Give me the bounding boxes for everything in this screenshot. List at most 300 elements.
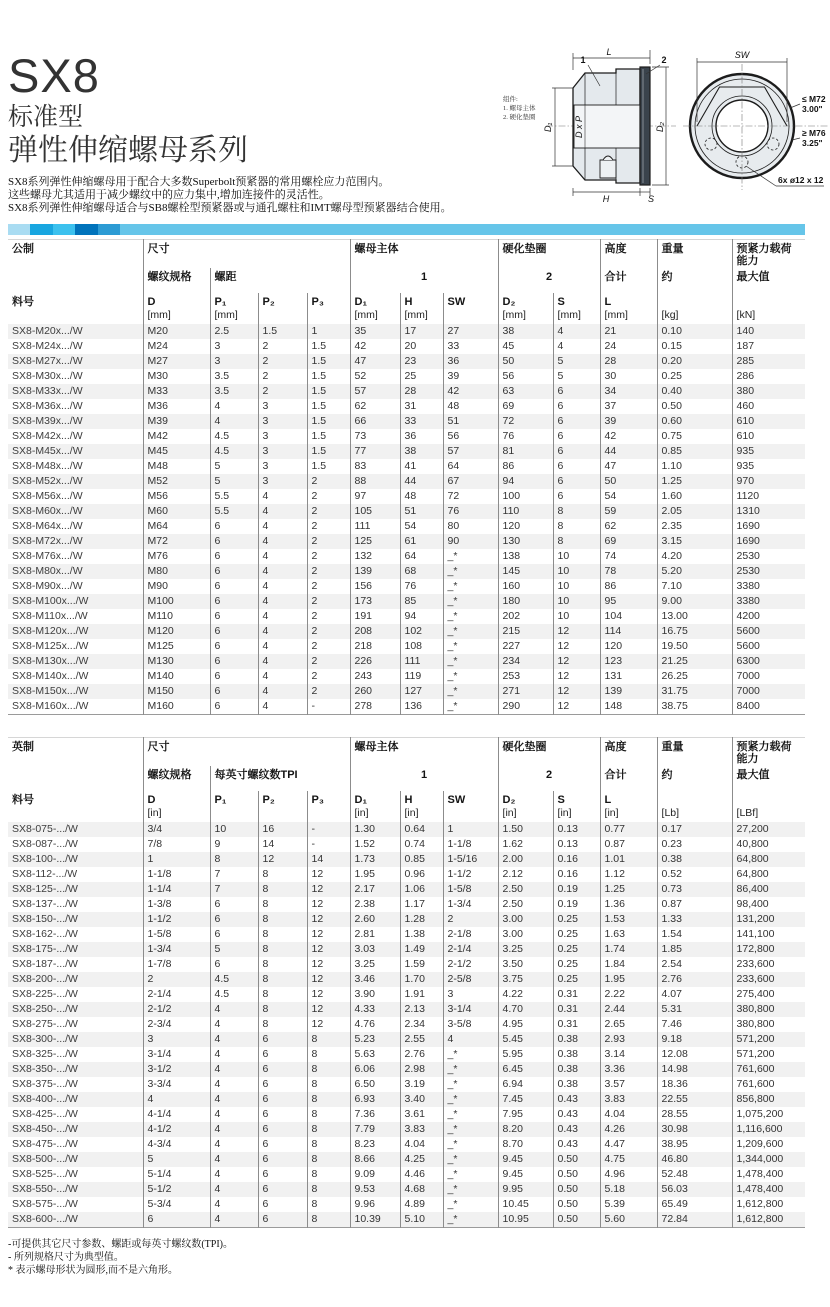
value-cell: 9.00 [657, 594, 732, 609]
part-number-header: 料号 [12, 296, 34, 308]
value-cell: 131,200 [732, 912, 805, 927]
column-header: S [in] [553, 791, 600, 822]
value-cell: 7.46 [657, 1017, 732, 1032]
value-cell: 6 [258, 1032, 307, 1047]
value-cell: 4 [258, 684, 307, 699]
table-row [8, 942, 805, 957]
value-cell: 8400 [732, 699, 805, 715]
value-cell: 10 [210, 822, 258, 837]
value-cell: _* [443, 669, 498, 684]
value-cell: 191 [350, 609, 400, 624]
value-cell: 6.94 [498, 1077, 553, 1092]
table-row [8, 1032, 805, 1047]
group-height: 高度 [600, 240, 657, 269]
value-cell: 6 [553, 399, 600, 414]
column-header: S [mm] [553, 293, 600, 324]
value-cell: 3 [443, 987, 498, 1002]
imperial-table-body [8, 822, 805, 1228]
value-cell: 3-1/2 [143, 1062, 210, 1077]
value-cell: 4.26 [600, 1122, 657, 1137]
part-number-cell: SX8-M110x.../W [12, 610, 88, 622]
value-cell: 4 [210, 1152, 258, 1167]
technical-drawing [538, 20, 830, 218]
column-header: [Lb] [657, 791, 732, 822]
value-cell: 7 [210, 882, 258, 897]
part-number-cell: SX8-M90x.../W [12, 580, 83, 592]
value-cell: 3.25 [498, 942, 553, 957]
part-number-cell: SX8-600-.../W [12, 1213, 78, 1225]
part-number-cell: SX8-187-.../W [12, 958, 78, 970]
value-cell: 1310 [732, 504, 805, 519]
value-cell: M27 [143, 354, 210, 369]
value-cell: 30.98 [657, 1122, 732, 1137]
value-cell: 64 [443, 459, 498, 474]
value-cell: 2-1/2 [443, 957, 498, 972]
column-header-row [8, 791, 805, 822]
value-cell: 12 [553, 654, 600, 669]
value-cell: 0.50 [657, 399, 732, 414]
value-cell: 3 [210, 339, 258, 354]
value-cell: 2.5 [210, 324, 258, 339]
part-number-cell: SX8-087-.../W [12, 838, 78, 850]
value-cell: 0.75 [657, 429, 732, 444]
value-cell: 8 [307, 1062, 350, 1077]
column-header-row [8, 293, 805, 324]
value-cell: M100 [143, 594, 210, 609]
value-cell: 2.38 [350, 897, 400, 912]
value-cell: 10 [553, 564, 600, 579]
table-row [8, 654, 805, 669]
value-cell: 2-1/4 [143, 987, 210, 1002]
value-cell: 610 [732, 429, 805, 444]
table-row [8, 1167, 805, 1182]
value-cell: 6 [210, 957, 258, 972]
value-cell: 1-5/8 [143, 927, 210, 942]
value-cell: 6 [210, 639, 258, 654]
dim-label-sw: SW [734, 50, 750, 60]
value-cell: 380,800 [732, 1002, 805, 1017]
value-cell: 31 [400, 399, 443, 414]
value-cell: 4 [210, 1062, 258, 1077]
value-cell: 72.84 [657, 1212, 732, 1228]
column-header: L [mm] [600, 293, 657, 324]
value-cell: 8 [553, 504, 600, 519]
value-cell: 3.03 [350, 942, 400, 957]
value-cell: 3380 [732, 594, 805, 609]
value-cell: 5 [143, 1152, 210, 1167]
part-number-cell: SX8-M27x.../W [12, 355, 83, 367]
value-cell: 12 [307, 972, 350, 987]
value-cell: 10 [553, 549, 600, 564]
value-cell: 0.10 [657, 324, 732, 339]
part-number-cell: SX8-200-.../W [12, 973, 78, 985]
value-cell: 1-5/8 [443, 882, 498, 897]
group-dimensions: 尺寸 [143, 738, 350, 767]
value-cell: 8 [307, 1122, 350, 1137]
table-row [8, 504, 805, 519]
table-row [8, 564, 805, 579]
part-ref-1: 1 [580, 55, 586, 65]
table-row [8, 459, 805, 474]
value-cell: _* [443, 579, 498, 594]
value-cell: 1.49 [400, 942, 443, 957]
value-cell: 1.85 [657, 942, 732, 957]
value-cell: 100 [498, 489, 553, 504]
value-cell: 4.22 [498, 987, 553, 1002]
value-cell: 6 [210, 594, 258, 609]
value-cell: 64,800 [732, 852, 805, 867]
value-cell: 4.5 [210, 444, 258, 459]
value-cell: 1-3/4 [143, 942, 210, 957]
value-cell: 30 [600, 369, 657, 384]
table-row [8, 489, 805, 504]
value-cell: 24 [600, 339, 657, 354]
value-cell: 1.5 [307, 399, 350, 414]
value-cell: _* [443, 549, 498, 564]
value-cell: 3.75 [498, 972, 553, 987]
value-cell: 5.60 [600, 1212, 657, 1228]
table-row [8, 669, 805, 684]
table-row [8, 354, 805, 369]
value-cell: 4 [210, 1167, 258, 1182]
value-cell: 856,800 [732, 1092, 805, 1107]
value-cell: 64 [400, 549, 443, 564]
value-cell: 2530 [732, 564, 805, 579]
value-cell: 3 [258, 399, 307, 414]
value-cell: 1.25 [657, 474, 732, 489]
value-cell: 9.09 [350, 1167, 400, 1182]
value-cell: 77 [350, 444, 400, 459]
part-number-cell: SX8-112-.../W [12, 868, 78, 880]
column-header: H [in] [400, 791, 443, 822]
value-cell: 4.70 [498, 1002, 553, 1017]
value-cell: 0.38 [553, 1077, 600, 1092]
part-number-cell: SX8-M30x.../W [12, 370, 83, 382]
value-cell: _* [443, 654, 498, 669]
table-row [8, 1092, 805, 1107]
sub-approx: 约 [657, 268, 732, 293]
table-row [8, 1002, 805, 1017]
value-cell: 12 [258, 852, 307, 867]
value-cell: 66 [350, 414, 400, 429]
value-cell: 16.75 [657, 624, 732, 639]
part-ref-2: 2 [661, 55, 667, 65]
value-cell: _* [443, 564, 498, 579]
value-cell: 6.06 [350, 1062, 400, 1077]
value-cell: 38 [498, 324, 553, 339]
value-cell: 4.33 [350, 1002, 400, 1017]
value-cell: 571,200 [732, 1047, 805, 1062]
value-cell: 5.45 [498, 1032, 553, 1047]
value-cell: 6 [258, 1152, 307, 1167]
value-cell: 1.52 [350, 837, 400, 852]
value-cell: 1 [143, 852, 210, 867]
value-cell: 0.64 [400, 822, 443, 837]
value-cell: 26.25 [657, 669, 732, 684]
column-header: P₃ [307, 293, 350, 324]
value-cell: 3.90 [350, 987, 400, 1002]
value-cell: 8 [258, 957, 307, 972]
value-cell: 8.66 [350, 1152, 400, 1167]
value-cell: 57 [443, 444, 498, 459]
value-cell: 6 [210, 624, 258, 639]
sub-approx: 约 [657, 766, 732, 791]
part-number-cell: SX8-475-.../W [12, 1138, 78, 1150]
value-cell: 271 [498, 684, 553, 699]
value-cell: 36 [443, 354, 498, 369]
value-cell: 2.81 [350, 927, 400, 942]
value-cell: 52 [350, 369, 400, 384]
value-cell: 56 [443, 429, 498, 444]
value-cell: 47 [600, 459, 657, 474]
value-cell: 202 [498, 609, 553, 624]
value-cell: 27 [443, 324, 498, 339]
value-cell: 68 [400, 564, 443, 579]
value-cell: 5600 [732, 639, 805, 654]
value-cell: 9.96 [350, 1197, 400, 1212]
value-cell: 37 [600, 399, 657, 414]
value-cell: 34 [600, 384, 657, 399]
value-cell: 6 [553, 444, 600, 459]
part-number-cell: SX8-250-.../W [12, 1003, 78, 1015]
value-cell: 4 [553, 339, 600, 354]
value-cell: - [307, 822, 350, 837]
value-cell: 935 [732, 459, 805, 474]
value-cell: 5 [553, 369, 600, 384]
value-cell: 0.16 [553, 852, 600, 867]
table-row [8, 897, 805, 912]
value-cell: 4 [258, 564, 307, 579]
part-number-cell: SX8-575-.../W [12, 1198, 78, 1210]
value-cell: 105 [350, 504, 400, 519]
column-header: SW [443, 791, 498, 822]
value-cell: 1.5 [307, 354, 350, 369]
value-cell: 0.85 [400, 852, 443, 867]
value-cell: 4-3/4 [143, 1137, 210, 1152]
value-cell: 0.15 [657, 339, 732, 354]
value-cell: 4.5 [210, 972, 258, 987]
value-cell: 4 [258, 549, 307, 564]
group-weight: 重量 [657, 240, 732, 269]
value-cell: 8 [258, 867, 307, 882]
sub-nut-ref: 1 [350, 766, 498, 791]
value-cell: 127 [400, 684, 443, 699]
value-cell: 1.36 [600, 897, 657, 912]
value-cell: 5.10 [400, 1212, 443, 1228]
value-cell: 2 [307, 579, 350, 594]
value-cell: 208 [350, 624, 400, 639]
value-cell: 61 [400, 534, 443, 549]
value-cell: 131 [600, 669, 657, 684]
value-cell: 6 [258, 1122, 307, 1137]
value-cell: 278 [350, 699, 400, 715]
value-cell: 6 [143, 1212, 210, 1228]
value-cell: 42 [350, 339, 400, 354]
value-cell: 1.5 [307, 429, 350, 444]
value-cell: 12 [307, 867, 350, 882]
value-cell: 3/4 [143, 822, 210, 837]
accent-bar [8, 224, 805, 235]
value-cell: 114 [600, 624, 657, 639]
value-cell: 6.50 [350, 1077, 400, 1092]
legend-title: 组件: [503, 96, 518, 103]
value-cell: 0.87 [657, 897, 732, 912]
value-cell: 12 [307, 912, 350, 927]
value-cell: 4200 [732, 609, 805, 624]
value-cell: 25 [400, 369, 443, 384]
table-row [8, 519, 805, 534]
value-cell: 3.19 [400, 1077, 443, 1092]
value-cell: _* [443, 684, 498, 699]
value-cell: 4.47 [600, 1137, 657, 1152]
value-cell: 95 [600, 594, 657, 609]
metric-spec-table [8, 239, 805, 715]
value-cell: 9.53 [350, 1182, 400, 1197]
value-cell: - [307, 837, 350, 852]
value-cell: 4 [210, 1107, 258, 1122]
metric-table-header [8, 240, 805, 325]
value-cell: 10.45 [498, 1197, 553, 1212]
column-header: H [mm] [400, 293, 443, 324]
table-row [8, 609, 805, 624]
value-cell: 4 [258, 624, 307, 639]
value-cell: _* [443, 624, 498, 639]
value-cell: 2.00 [498, 852, 553, 867]
table-row [8, 579, 805, 594]
value-cell: 36 [400, 429, 443, 444]
value-cell: 2.13 [400, 1002, 443, 1017]
value-cell: 6 [210, 564, 258, 579]
value-cell: 86,400 [732, 882, 805, 897]
part-number-cell: SX8-M150x.../W [12, 685, 89, 697]
value-cell: 12 [307, 987, 350, 1002]
value-cell: 4 [210, 1002, 258, 1017]
value-cell: 83 [350, 459, 400, 474]
value-cell: 1.62 [498, 837, 553, 852]
value-cell: 4.95 [498, 1017, 553, 1032]
value-cell: 10.95 [498, 1212, 553, 1228]
value-cell: 6 [210, 654, 258, 669]
value-cell: 56.03 [657, 1182, 732, 1197]
column-header: D₁ [mm] [350, 293, 400, 324]
value-cell: 8 [258, 927, 307, 942]
group-hardened-washer: 硬化垫圈 [498, 738, 600, 767]
value-cell: 2 [307, 519, 350, 534]
value-cell: 12 [307, 1017, 350, 1032]
value-cell: 2 [307, 609, 350, 624]
value-cell: 0.50 [553, 1167, 600, 1182]
value-cell: M60 [143, 504, 210, 519]
part-number-cell: SX8-225-.../W [12, 988, 78, 1000]
part-number-cell: SX8-M48x.../W [12, 460, 83, 472]
value-cell: 76 [443, 504, 498, 519]
value-cell: 6 [210, 897, 258, 912]
value-cell: 4 [258, 504, 307, 519]
sub-thread-spec: 螺纹规格 [143, 766, 210, 791]
value-cell: 0.96 [400, 867, 443, 882]
value-cell: 94 [400, 609, 443, 624]
value-cell: M45 [143, 444, 210, 459]
table-row [8, 444, 805, 459]
part-number-cell: SX8-325-.../W [12, 1048, 78, 1060]
value-cell: M72 [143, 534, 210, 549]
value-cell: 3.83 [600, 1092, 657, 1107]
sub-nut-ref: 1 [350, 268, 498, 293]
group-hardened-washer: 硬化垫圈 [498, 240, 600, 269]
value-cell: 1.95 [600, 972, 657, 987]
value-cell: 4 [210, 1122, 258, 1137]
value-cell: 6 [258, 1167, 307, 1182]
value-cell: 28 [600, 354, 657, 369]
value-cell: 1.10 [657, 459, 732, 474]
value-cell: 9.45 [498, 1167, 553, 1182]
value-cell: 275,400 [732, 987, 805, 1002]
part-number-cell: SX8-450-.../W [12, 1123, 78, 1135]
value-cell: 1-3/8 [143, 897, 210, 912]
group-height: 高度 [600, 738, 657, 767]
value-cell: M56 [143, 489, 210, 504]
value-cell: 4.76 [350, 1017, 400, 1032]
column-header: [kN] [732, 293, 805, 324]
value-cell: 4 [210, 1182, 258, 1197]
value-cell: 3.40 [400, 1092, 443, 1107]
value-cell: 74 [600, 549, 657, 564]
value-cell: 8 [307, 1197, 350, 1212]
value-cell: 761,600 [732, 1077, 805, 1092]
value-cell: 3.46 [350, 972, 400, 987]
value-cell: M33 [143, 384, 210, 399]
value-cell: _* [443, 609, 498, 624]
group-system: 英制 [12, 741, 34, 753]
value-cell: 3.61 [400, 1107, 443, 1122]
value-cell: 0.38 [553, 1032, 600, 1047]
column-header: D [mm] [143, 293, 210, 324]
imperial-table-header [8, 738, 805, 823]
value-cell: 12.08 [657, 1047, 732, 1062]
value-cell: 12 [307, 1002, 350, 1017]
value-cell: 3.00 [498, 912, 553, 927]
value-cell: 8 [307, 1212, 350, 1228]
value-cell: 8.70 [498, 1137, 553, 1152]
value-cell: M160 [143, 699, 210, 715]
value-cell: 51 [443, 414, 498, 429]
value-cell: _* [443, 1212, 498, 1228]
value-cell: 86 [498, 459, 553, 474]
value-cell: 1.25 [600, 882, 657, 897]
value-cell: 9.45 [498, 1152, 553, 1167]
table-row [8, 867, 805, 882]
value-cell: 1.54 [657, 927, 732, 942]
part-number-cell: SX8-175-.../W [12, 943, 78, 955]
sub-header-row [8, 766, 805, 791]
value-cell: 6 [210, 579, 258, 594]
table-row [8, 639, 805, 654]
value-cell: 7000 [732, 669, 805, 684]
part-number-cell: SX8-M39x.../W [12, 415, 83, 427]
value-cell: 10 [553, 609, 600, 624]
value-cell: 4 [210, 399, 258, 414]
value-cell: 4 [443, 1032, 498, 1047]
value-cell: 1-5/16 [443, 852, 498, 867]
value-cell: 6 [258, 1062, 307, 1077]
value-cell: 0.85 [657, 444, 732, 459]
part-number-cell: SX8-550-.../W [12, 1183, 78, 1195]
value-cell: 12 [307, 942, 350, 957]
sub-max: 最大值 [732, 268, 805, 293]
value-cell: 2 [443, 912, 498, 927]
value-cell: 2 [307, 489, 350, 504]
value-cell: 286 [732, 369, 805, 384]
